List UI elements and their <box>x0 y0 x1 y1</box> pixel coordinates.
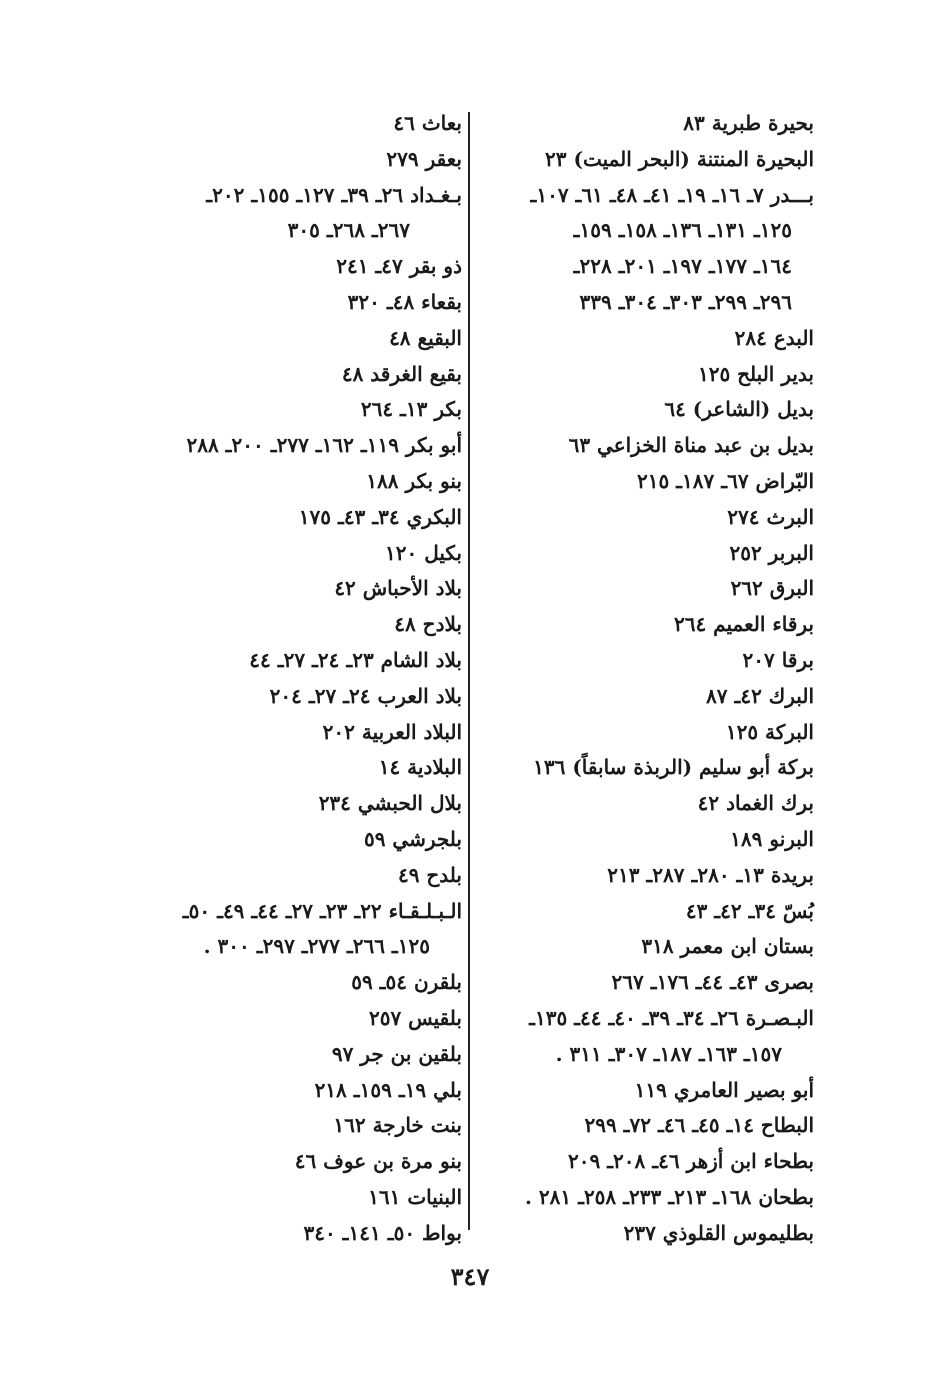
index-entry: بعقر ٢٧٩ <box>386 146 462 171</box>
index-entry: بُسّ ٣٤ـ ٤٢ـ ٤٣ <box>685 898 814 923</box>
page-number: ٣٤٧ <box>450 1262 490 1291</box>
index-entry: البّراض ٦٧ـ ١٨٧ـ ٢١٥ <box>636 468 814 493</box>
index-entry: البرك ٤٢ـ ٨٧ <box>706 683 814 708</box>
index-entry: بركة أبو سليم (الربذة سابقاً) ١٣٦ <box>533 755 814 780</box>
index-entry: البـصـرة ٢٦ـ ٣٤ـ ٣٩ـ ٤٠ـ ٤٤ـ ١٣٥ـ <box>529 1005 814 1030</box>
index-entry: بقعاء ٤٨ـ ٣٢٠ <box>347 289 462 314</box>
index-entry: بنت خارجة ١٦٢ <box>333 1113 462 1138</box>
index-entry: البربر ٢٥٢ <box>729 540 814 565</box>
index-entry: بريدة ١٣ـ ٢٨٠ـ ٢٨٧ـ ٢١٣ <box>607 862 814 887</box>
index-entry: بكيل ١٢٠ <box>385 540 462 565</box>
index-column-right <box>474 106 814 1252</box>
index-entry: بصرى ٤٣ـ ٤٤ـ ١٧٦ـ ٢٦٧ <box>611 970 814 995</box>
index-entry: بكر ١٣ـ ٢٦٤ <box>360 397 462 422</box>
index-entry: ذو بقر ٤٧ـ ٢٤١ <box>336 254 462 279</box>
index-entry: بـــدر ٧ـ ١٦ـ ١٩ـ ٤١ـ ٤٨ـ ٦١ـ ١٠٧ـ <box>530 182 814 207</box>
index-entry: البرث ٢٧٤ <box>727 504 814 529</box>
index-entry: برقاء العميم ٢٦٤ <box>673 612 814 637</box>
index-entry: البقيع ٤٨ <box>389 325 462 350</box>
index-entry: البطاح ١٤ـ ٤٥ـ ٤٦ـ ٧٢ـ ٢٩٩ <box>584 1113 814 1138</box>
index-entry: بلجرشي ٥٩ <box>363 826 462 851</box>
index-entry: بلي ١٩ـ ١٥٩ـ ٢١٨ <box>314 1077 462 1102</box>
index-entry: بدير البلح ١٢٥ <box>697 361 814 386</box>
index-entry-continuation: ١٢٥ـ ١٣١ـ ١٣٦ـ ١٥٨ـ ١٥٩ـ <box>573 218 792 243</box>
index-entry: البلادية ١٤ <box>378 755 462 780</box>
index-entry-continuation: ١٢٥ـ ٢٦٦ـ ٢٧٧ـ ٢٩٧ـ ٣٠٠ . <box>203 934 430 959</box>
index-entry: بقيع الغرقد ٤٨ <box>341 361 462 386</box>
index-entry: بواط ٥٠ـ ١٤١ـ ٣٤٠ <box>303 1220 462 1245</box>
index-entry: أبو بصير العامري ١١٩ <box>634 1077 814 1102</box>
index-entry: بديل (الشاعر) ٦٤ <box>664 397 814 422</box>
index-entry: البدع ٢٨٤ <box>734 325 814 350</box>
index-entry: بلقرن ٥٤ـ ٥٩ <box>351 970 462 995</box>
index-entry: بطليموس القلوذي ٢٣٧ <box>623 1220 814 1245</box>
index-entry: بلاد العرب ٢٤ـ ٢٧ـ ٢٠٤ <box>269 683 462 708</box>
index-entry: بطحان ١٦٨ـ ٢١٣ـ ٢٣٣ـ ٢٥٨ـ ٢٨١ . <box>524 1184 814 1209</box>
index-entry: البركة ١٢٥ <box>725 719 814 744</box>
index-entry: البرنو ١٨٩ <box>730 826 814 851</box>
index-entry: البرق ٢٦٢ <box>730 576 814 601</box>
index-entry: بلقين بن جر ٩٧ <box>331 1041 462 1066</box>
index-entry: البحيرة المنتنة (البحر الميت) ٢٣ <box>545 146 814 171</box>
index-entry: بنو بكر ١٨٨ <box>366 468 462 493</box>
index-entry: بستان ابن معمر ٣١٨ <box>641 934 814 959</box>
index-entry-continuation: ٢٦٧ـ ٢٦٨ـ ٣٠٥ <box>287 218 410 243</box>
index-entry: بلال الحبشي ٢٣٤ <box>318 791 462 816</box>
index-entry: أبو بكر ١١٩ـ ١٦٢ـ ٢٧٧ـ ٢٠٠ـ ٢٨٨ <box>186 433 462 458</box>
index-entry: بلاد الشام ٢٣ـ ٢٤ـ ٢٧ـ ٤٤ <box>249 647 462 672</box>
index-entry: بطحاء ابن أزهر ٤٦ـ ٢٠٨ـ ٢٠٩ <box>567 1149 814 1174</box>
index-entry: الـبـلـقـاء ٢٢ـ ٢٣ـ ٢٧ـ ٤٤ـ ٤٩ـ ٥٠ـ <box>182 898 462 923</box>
column-divider <box>468 112 470 1230</box>
index-entry: بـغـداد ٢٦ـ ٣٩ـ ١٢٧ـ ١٥٥ـ ٢٠٢ـ <box>206 182 462 207</box>
index-entry: بنو مرة بن عوف ٤٦ <box>294 1149 462 1174</box>
index-entry: بلاد الأحباش ٤٢ <box>334 576 462 601</box>
index-entry: برقا ٢٠٧ <box>742 647 814 672</box>
index-entry-continuation: ١٦٤ـ ١٧٧ـ ١٩٧ـ ٢٠١ـ ٢٢٨ـ <box>573 254 792 279</box>
index-entry: بديل بن عبد مناة الخزاعي ٦٣ <box>568 433 814 458</box>
index-entry: البلاد العربية ٢٠٢ <box>322 719 462 744</box>
index-entry: بحيرة طبرية ٨٣ <box>683 111 814 135</box>
index-entry: بعاث ٤٦ <box>393 111 462 135</box>
index-entry: البكري ٣٤ـ ٤٣ـ ١٧٥ <box>298 504 462 529</box>
index-column-left <box>117 106 462 1252</box>
index-entry: بلدح ٤٩ <box>397 862 462 887</box>
index-entry: بلقيس ٢٥٧ <box>368 1005 462 1030</box>
index-entry: برك الغماد ٤٢ <box>697 791 814 816</box>
index-entry-continuation: ١٥٧ـ ١٦٣ـ ١٨٧ـ ٣٠٧ـ ٣١١ . <box>555 1041 782 1066</box>
index-entry: بلادح ٤٨ <box>394 612 462 637</box>
index-entry: البنيات ١٦١ <box>368 1184 462 1209</box>
index-entry-continuation: ٢٩٦ـ ٢٩٩ـ ٣٠٣ـ ٣٠٤ـ ٣٣٩ <box>579 289 792 314</box>
